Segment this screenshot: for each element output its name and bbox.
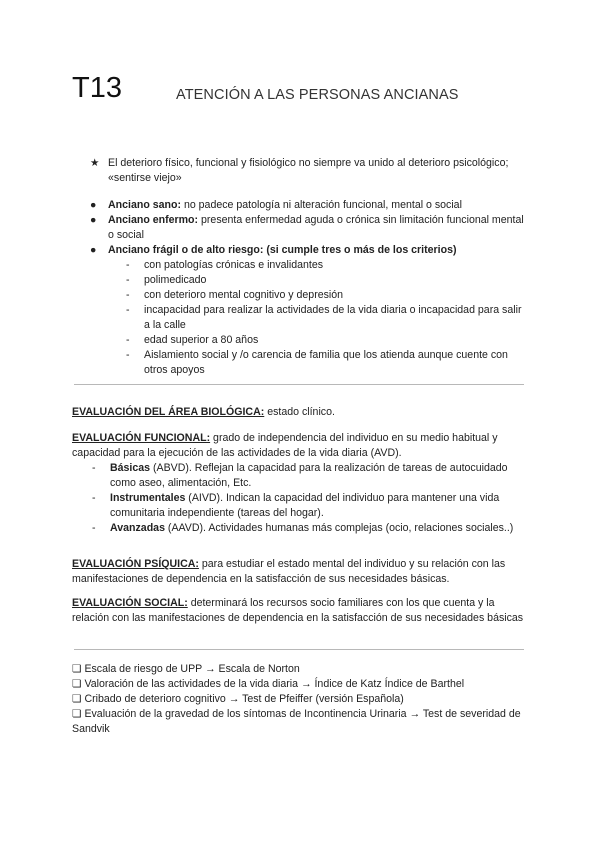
list-item [90,198,530,213]
criteria-text: Aislamiento social y /o carencia de familia que los atienda aunque cuente con otros apoyos [144,349,508,376]
dash-marker: - [92,462,96,474]
section-label: EVALUACIÓN SOCIAL: [72,597,188,609]
item-term: Anciano frágil o de alto riesgo: (si cumple tres o más de los criterios) [108,244,457,256]
list-item [90,213,530,243]
checklist-item: ❏ Cribado de deterioro cognitivo → Test de Pfeiffer (versión Española) [72,693,404,705]
page-title: ATENCIÓN A LAS PERSONAS ANCIANAS [176,87,459,103]
criteria-item [126,273,530,288]
section-biologica [72,405,528,420]
section-label: EVALUACIÓN PSÍQUICA: [72,558,199,570]
checklist-item: ❏ Escala de riesgo de UPP → Escala de Norton [72,663,300,675]
criteria-item [126,258,530,273]
section-label: EVALUACIÓN DEL ÁREA BIOLÓGICA: [72,406,265,418]
divider [74,649,524,650]
divider [74,384,524,385]
checklist-item: ❏ Evaluación de la gravedad de los síntomas de Incontinencia Urinaria → Test de severidad de Sandvik [72,708,521,735]
criteria-item [126,333,530,348]
avd-term: Avanzadas [110,522,165,534]
assessment-checklist [72,662,528,737]
dash-marker: - [92,522,96,534]
section-text: determinará los recursos socio familiares con los que cuenta y la relación con las manifestaciones de dependencia en la satisfacción de sus necesidades básicas [72,597,524,624]
list-item [90,243,530,258]
bullet-icon: ● [90,199,97,211]
avd-item [92,521,528,536]
criteria-text: con patologías crónicas e invalidantes [144,259,324,271]
avd-text: (ABVD). Reflejan la capacidad para la realización de tareas de autocuidado como aseo, alimentación, Etc. [110,462,508,489]
avd-item [92,461,528,491]
dash-marker: - [126,304,130,316]
dash-marker: - [126,259,130,271]
criteria-item [126,303,530,333]
avd-text: (AIVD). Indican la capacidad del individuo para mantener una vida comunitaria independiente (tareas del hogar). [110,492,500,519]
star-icon: ★ [90,157,100,169]
criteria-text: polimedicado [144,274,207,286]
topic-number: T13 [72,72,122,104]
criteria-item [126,288,530,303]
avd-list [92,461,528,536]
fragile-criteria-list [126,258,530,378]
checklist-item: ❏ Valoración de las actividades de la vida diaria → Índice de Katz Índice de Barthel [72,678,465,690]
criteria-text: edad superior a 80 años [144,334,259,346]
dash-marker: - [126,334,130,346]
bullet-icon: ● [90,244,97,256]
item-term: Anciano sano: [108,199,181,211]
criteria-text: incapacidad para realizar la actividades de la vida diaria o incapacidad para salir a la calle [144,304,522,331]
intro-note [90,156,520,186]
section-text: estado clínico. [264,406,335,418]
section-text: grado de independencia del individuo en su medio habitual y capacidad para la ejecución de las actividades de la vida diaria (AVD). [72,432,498,459]
dash-marker: - [126,274,130,286]
section-social [72,596,528,626]
criteria-text: con deterioro mental cognitivo y depresión [144,289,344,301]
intro-text: El deterioro físico, funcional y fisiológico no siempre va unido al deterioro psicológico; «sentirse viejo» [108,157,509,184]
section-psiquica [72,557,528,587]
avd-term: Instrumentales [110,492,186,504]
avd-term: Básicas [110,462,151,474]
item-text: no padece patología ni alteración funcional, mental o social [181,199,462,211]
dash-marker: - [126,289,130,301]
item-term: Anciano enfermo: [108,214,199,226]
item-text: presenta enfermedad aguda o crónica sin limitación funcional mental o social [108,214,524,241]
avd-text: (AAVD). Actividades humanas más complejas (ocio, relaciones sociales..) [164,522,514,534]
elderly-types-list [90,198,530,378]
section-funcional [72,431,528,536]
avd-item [92,491,528,521]
dash-marker: - [92,492,96,504]
bullet-icon: ● [90,214,97,226]
dash-marker: - [126,349,130,361]
criteria-item [126,348,530,378]
section-text: para estudiar el estado mental del individuo y su relación con las manifestaciones de dependencia en la satisfacción de sus necesidades básicas. [72,558,506,585]
section-label: EVALUACIÓN FUNCIONAL: [72,432,211,444]
